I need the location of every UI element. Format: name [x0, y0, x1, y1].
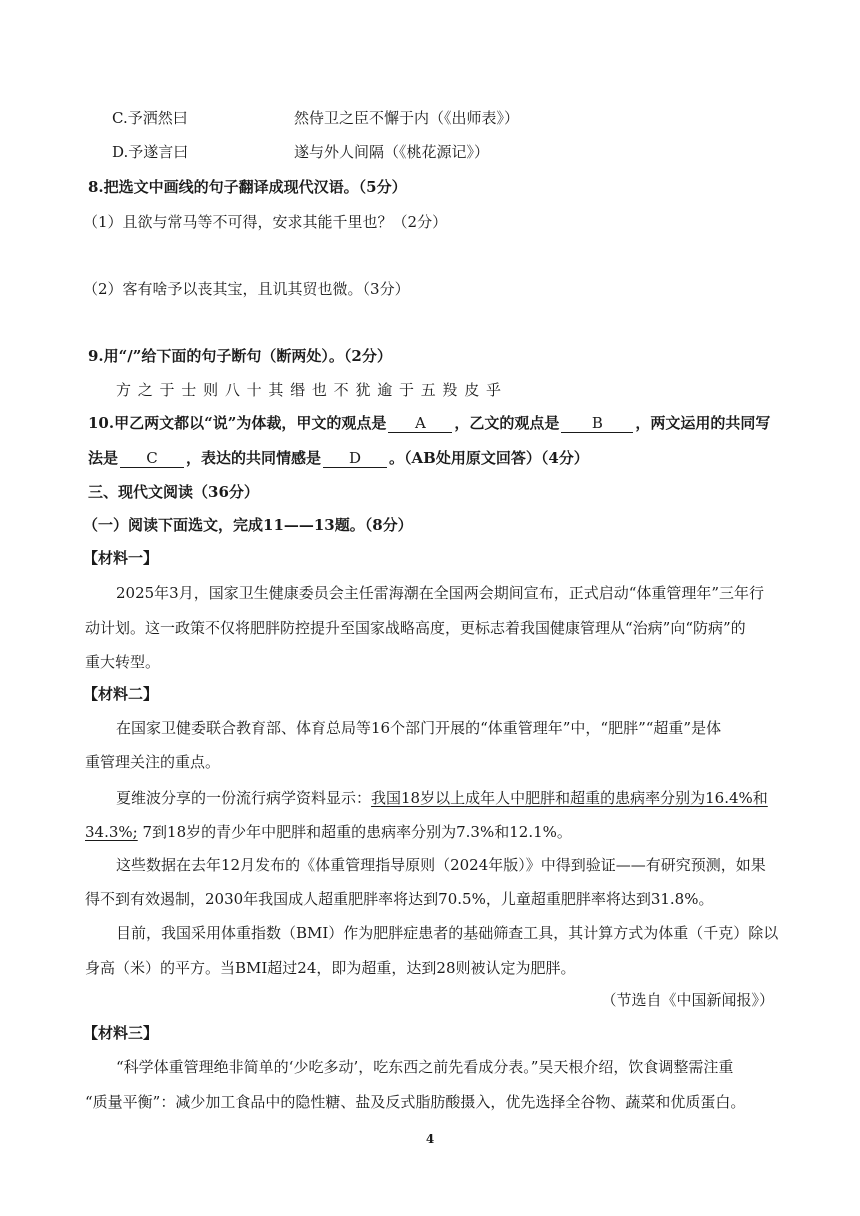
- material-3-heading: 【材料三】: [83, 1024, 159, 1042]
- page-number: 4: [425, 1132, 435, 1146]
- question-10-line-1: [88, 413, 770, 433]
- question-10-text-2: ，乙文的观点是: [454, 414, 560, 432]
- blank-c: C: [120, 449, 184, 468]
- material-2-line-3: [116, 788, 768, 808]
- question-10-text-3: ，两文运用的共同写: [635, 414, 771, 432]
- material-1-line-1: 2025年3月，国家卫生健康委员会主任雷海潮在全国两会期间宣布，正式启动“体重管理年”三年行: [116, 584, 765, 602]
- blank-b: B: [561, 414, 633, 433]
- material-2-line-2: 重管理关注的重点。: [85, 753, 221, 771]
- question-8-title: 8.把选文中画线的句子翻译成现代汉语。（5分）: [88, 178, 407, 196]
- section-3-title: 三、现代文阅读（36分）: [88, 483, 259, 501]
- material-3-line-2: “质量平衡”：减少加工食品中的隐性糖、盐及反式脂肪酸摄入，优先选择全谷物、蔬菜和优质蛋白。: [85, 1093, 746, 1111]
- question-10-line-2: [88, 448, 589, 468]
- option-d-left: D.予遂言曰: [112, 143, 189, 161]
- question-10-text-5: ，表达的共同情感是: [186, 449, 322, 467]
- material-2-line-1: 在国家卫健委联合教育部、体育总局等16个部门开展的“体重管理年”中，“肥胖”“超重”是体: [116, 719, 722, 737]
- question-8-sub-2: （2）客有啥予以丧其宝，且讥其贸也微。（3分）: [83, 280, 410, 298]
- section-3-part-1: （一）阅读下面选文，完成11——13题。（8分）: [83, 516, 413, 534]
- blank-a: A: [388, 414, 452, 433]
- material-2-heading: 【材料二】: [83, 685, 159, 703]
- material-2-line-7: 目前，我国采用体重指数（BMI）作为肥胖症患者的基础筛查工具，其计算方式为体重（千克）除以: [116, 924, 779, 942]
- material-1-heading: 【材料一】: [83, 549, 159, 567]
- question-8-sub-1: （1）且欲与常马等不可得，安求其能千里也？（2分）: [83, 213, 448, 231]
- material-1-line-2: 动计划。这一政策不仅将肥胖防控提升至国家战略高度，更标志着我国健康管理从“治病”向“防病”的: [85, 619, 746, 637]
- option-d-right: 遂与外人间隔（《桃花源记》）: [294, 143, 490, 161]
- question-9-text: 方 之 于 士 则 八 十 其 缗 也 不 犹 逾 于 五 羖 皮 乎: [116, 381, 503, 399]
- underlined-statistic: 我国18岁以上成年人中肥胖和超重的患病率分别为16.4%和: [371, 789, 768, 807]
- question-10-text-6: 。（AB处用原文回答）（4分）: [389, 449, 589, 467]
- question-9-title: 9.用“/”给下面的句子断句（断两处）。（2分）: [88, 347, 392, 365]
- question-10-text-4: 法是: [88, 449, 119, 467]
- option-c-right: 然侍卫之臣不懈于内（《出师表》）: [294, 109, 520, 127]
- underlined-statistic-end: 34.3%;: [85, 823, 138, 841]
- material-3-line-1: “科学体重管理绝非简单的‘少吃多动’，吃东西之前先看成分表。”吴天根介绍，饮食调整需注重: [116, 1058, 734, 1076]
- option-c-left: C.予洒然曰: [112, 109, 188, 127]
- material-2-source: （节选自《中国新闻报》）: [601, 991, 774, 1009]
- material-1-line-3: 重大转型。: [85, 653, 161, 671]
- material-2-line-8: 身高（米）的平方。当BMI超过24，即为超重，达到28则被认定为肥胖。: [85, 959, 576, 977]
- material-2-line-4-rest: 7到18岁的青少年中肥胖和超重的患病率分别为7.3%和12.1%。: [137, 823, 572, 841]
- question-10-text-1: 10.甲乙两文都以“说”为体裁，甲文的观点是: [88, 414, 387, 432]
- material-2-line-6: 得不到有效遏制，2030年我国成人超重肥胖率将达到70.5%，儿童超重肥胖率将达到31.8%。: [85, 890, 714, 908]
- material-2-line-4: [85, 822, 572, 842]
- material-2-line-3-lead: 夏维波分享的一份流行病学资料显示：: [116, 789, 372, 807]
- blank-d: D: [323, 449, 387, 468]
- material-2-line-5: 这些数据在去年12月发布的《体重管理指导原则（2024年版）》中得到验证——有研究预测，如果: [116, 856, 766, 874]
